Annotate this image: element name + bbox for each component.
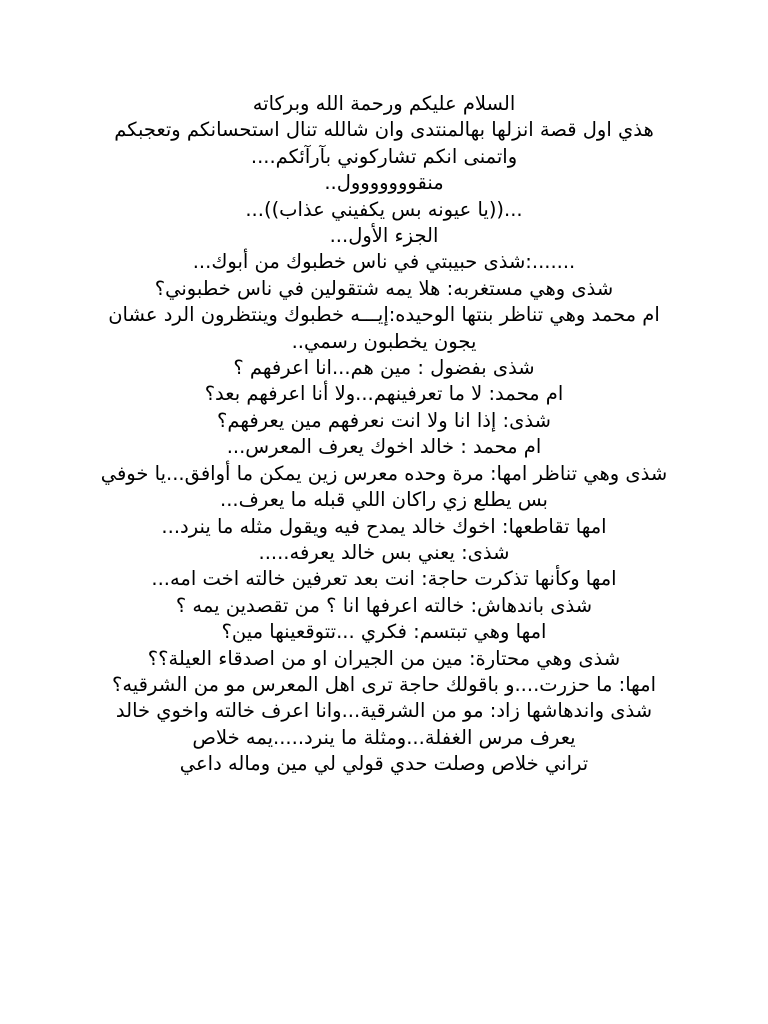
story-title-line: ...((يا عيونه بس يكفيني عذاب))...	[245, 197, 523, 221]
story-paragraph: ام محمد: لا ما تعرفينهم...ولا أنا اعرفهم بعد؟	[204, 382, 564, 406]
story-paragraph: امها وكأنها تذكرت حاجة: انت بعد تعرفين خالته اخت امه...	[151, 567, 617, 591]
story-paragraph: ام محمد : خالد اخوك يعرف المعرس...	[226, 435, 542, 459]
story-paragraph: شذى واندهاشها زاد: مو من الشرقية...وانا اعرف خالته واخوي خالد يعرف مرس الغفلة...ومثلة ما ينرد.....يمه خلاص	[115, 699, 653, 749]
story-paragraph: امها وهي تبتسم: فكري ...تتوقعينها مين؟	[221, 620, 547, 644]
story-paragraph: شذى وهي تناظر امها: مرة وحده معرس زين يمكن ما أوافق...يا خوفي بس يطلع زي راكان اللي قبله ما يعرف...	[100, 461, 668, 512]
story-paragraph: تراني خلاص وصلت حدي قولي لي مين وماله داعي	[179, 752, 589, 776]
story-paragraph: امها تقاطعها: اخوك خالد يمدح فيه ويقول مثله ما ينرد...	[161, 514, 607, 538]
story-paragraph: شذى: إذا انا ولا انت نعرفهم مين يعرفهم؟	[217, 408, 551, 432]
greeting-line: السلام عليكم ورحمة الله وبركاته	[252, 92, 516, 115]
source-note-line: منقووووووول..	[324, 171, 444, 195]
story-paragraph: شذى وهي مستغربه: هلا يمه شتقولين في ناس خطبوني؟	[154, 276, 614, 300]
story-paragraph: امها: ما حزرت....و باقولك حاجة ترى اهل المعرس مو من الشرقيه؟	[111, 672, 657, 696]
story-paragraph: شذى بفضول : مين هم...انا اعرفهم ؟	[233, 356, 535, 380]
story-paragraph: شذى وهي محتارة: مين من الجيران او من اصدقاء العيلة؟؟	[147, 646, 621, 670]
story-paragraph: .......:شذى حبيبتي في ناس خطبوك من أبوك...	[192, 250, 576, 274]
intro-line: هذي اول قصة انزلها بهالمنتدى وان شالله تنال استحسانكم وتعجبكم	[114, 118, 654, 142]
story-paragraph: شذى باندهاش: خالته اعرفها انا ؟ من تقصدين يمه ؟	[175, 593, 593, 617]
intro-line: واتمنى انكم تشاركوني بآرآئكم....	[250, 144, 518, 168]
story-paragraph: شذى: يعني بس خالد يعرفه.....	[258, 540, 510, 564]
story-paragraph: ام محمد وهي تناظر بنتها الوحيده:إيـــه خطبوك وينتظرون الرد عشان يجون يخطبون رسمي..	[108, 303, 660, 353]
chapter-heading-line: الجزء الأول...	[329, 224, 439, 248]
document-page	[100, 91, 668, 778]
